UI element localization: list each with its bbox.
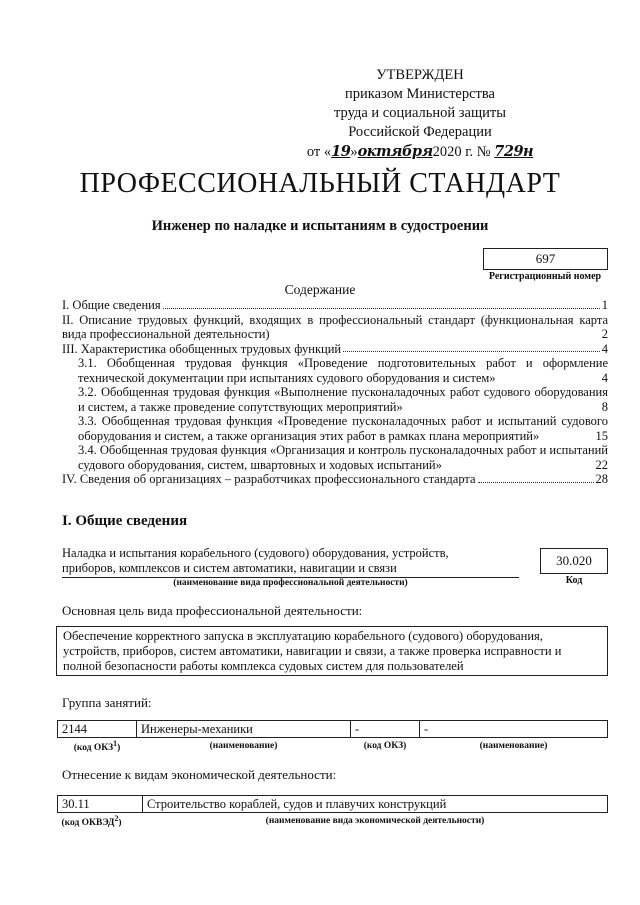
table-row bbox=[58, 721, 608, 738]
handwritten-number: 729н bbox=[494, 143, 534, 160]
section-heading: I. Общие сведения bbox=[62, 513, 188, 529]
approved-heading: УТВЕРЖДЕН bbox=[376, 67, 464, 83]
toc-item-text: 3.4. Обобщенная трудовая функция «Организация и контроль пусконаладочных работ и испытаний судового оборудования, систем, швартовных и ходовых испытаний» bbox=[78, 443, 608, 472]
approval-line-3: Российской Федерации bbox=[348, 124, 492, 140]
document-subtitle: Инженер по наладке и испытаниям в судостроении bbox=[151, 218, 489, 234]
toc-item[interactable] bbox=[62, 298, 608, 313]
table-row bbox=[58, 738, 608, 755]
occupation-name-cell-2: - bbox=[420, 721, 608, 738]
activity-label: (наименование вида профессиональной деятельности) bbox=[173, 578, 408, 588]
table-row bbox=[58, 813, 608, 830]
toc-item-page: 4 bbox=[601, 341, 608, 356]
okz-label-2: (код ОКЗ) bbox=[363, 741, 407, 751]
activity-name: Наладка и испытания корабельного (судового) оборудования, устройств, приборов, комплексов и систем автоматики, навигации и связи bbox=[62, 546, 449, 575]
toc-item-text: 3.1. Обобщенная трудовая функция «Проведение подготовительных работ и оформление технической документации при испытаниях судового оборудования и систем» bbox=[78, 356, 608, 385]
occupation-group-table bbox=[57, 720, 608, 754]
okved-table bbox=[57, 795, 608, 829]
document-title: ПРОФЕССИОНАЛЬНЫЙ СТАНДАРТ bbox=[79, 168, 561, 199]
toc-item-page: 28 bbox=[595, 472, 608, 486]
name-label-2: (наименование) bbox=[479, 741, 548, 751]
toc-item-text: I. Общие сведения bbox=[62, 298, 161, 312]
handwritten-day: 19 bbox=[331, 143, 351, 160]
toc-item[interactable] bbox=[62, 414, 608, 443]
toc-item-text: II. Описание трудовых функций, входящих в профессиональный стандарт (функциональная карта вида профессиональной деятельности) bbox=[62, 312, 608, 341]
toc-item-text: IV. Сведения об организациях – разработчиках профессионального стандарта bbox=[62, 472, 476, 486]
toc-item-page: 15 bbox=[595, 428, 608, 443]
okz-label: (код ОКЗ$^1$) bbox=[73, 738, 121, 754]
toc-item-text: III. Характеристика обобщенных трудовых функций bbox=[62, 341, 342, 356]
okz-code-cell-2: - bbox=[351, 721, 420, 738]
okved-label: Отнесение к видам экономической деятельности: bbox=[62, 767, 337, 782]
activity-code: 30.020 bbox=[540, 548, 608, 574]
name-label: (наименование) bbox=[209, 741, 278, 751]
contents-heading: Содержание bbox=[284, 282, 356, 297]
approval-block bbox=[290, 66, 550, 162]
okved-name-cell: Строительство кораблей, судов и плавучих конструкций bbox=[143, 796, 608, 813]
registration-number-label: Регистрационный номер bbox=[488, 271, 602, 282]
approval-date-line bbox=[290, 142, 550, 162]
goal-text: Обеспечение корректного запуска в эксплуатацию корабельного (судового) оборудования, устройств, приборов, систем автоматики, навигации и связи, а также проверка исправности и полной безопасности работы комплекса судовых систем для пользователей bbox=[56, 626, 608, 676]
toc-item-text: 3.2. Обобщенная трудовая функция «Выполнение пусконаладочных работ судового оборудования и систем, а также проведение сопутствующих мероприятий» bbox=[78, 385, 608, 414]
table-of-contents bbox=[62, 298, 608, 487]
group-label: Группа занятий: bbox=[62, 695, 152, 710]
table-row bbox=[58, 796, 608, 813]
toc-item[interactable] bbox=[62, 443, 608, 472]
date-prefix: от « bbox=[306, 144, 332, 160]
date-year: 2020 г. № bbox=[432, 144, 491, 160]
handwritten-month: октября bbox=[357, 143, 433, 160]
registration-number-box: 697 bbox=[483, 248, 608, 270]
toc-item-page: 1 bbox=[601, 298, 608, 312]
okved-code-cell: 30.11 bbox=[58, 796, 143, 813]
toc-item[interactable] bbox=[62, 342, 608, 357]
code-label: Код bbox=[565, 575, 583, 586]
toc-item[interactable] bbox=[62, 313, 608, 342]
approval-line-2: труда и социальной защиты bbox=[334, 105, 506, 121]
toc-item-page: 2 bbox=[601, 327, 608, 341]
toc-item-page: 22 bbox=[595, 457, 608, 472]
toc-item-page: 4 bbox=[601, 370, 608, 385]
goal-label: Основная цель вида профессиональной деятельности: bbox=[62, 603, 363, 618]
approval-line-1: приказом Министерства bbox=[345, 86, 495, 102]
date-mid: » bbox=[350, 144, 358, 160]
toc-item[interactable] bbox=[62, 472, 608, 487]
okved-name-label: (наименование вида экономической деятельности) bbox=[265, 816, 485, 826]
okz-code-cell: 2144 bbox=[58, 721, 137, 738]
toc-item[interactable] bbox=[62, 356, 608, 385]
toc-item-text: 3.3. Обобщенная трудовая функция «Проведение пусконаладочных работ и испытаний судового оборудования и систем, а также организация этих работ в рамках плана мероприятий» bbox=[78, 414, 608, 443]
toc-item[interactable] bbox=[62, 385, 608, 414]
toc-item-page: 8 bbox=[601, 399, 608, 414]
occupation-name-cell: Инженеры-механики bbox=[137, 721, 351, 738]
okved-code-label: (код ОКВЭД$^2$) bbox=[61, 813, 122, 829]
